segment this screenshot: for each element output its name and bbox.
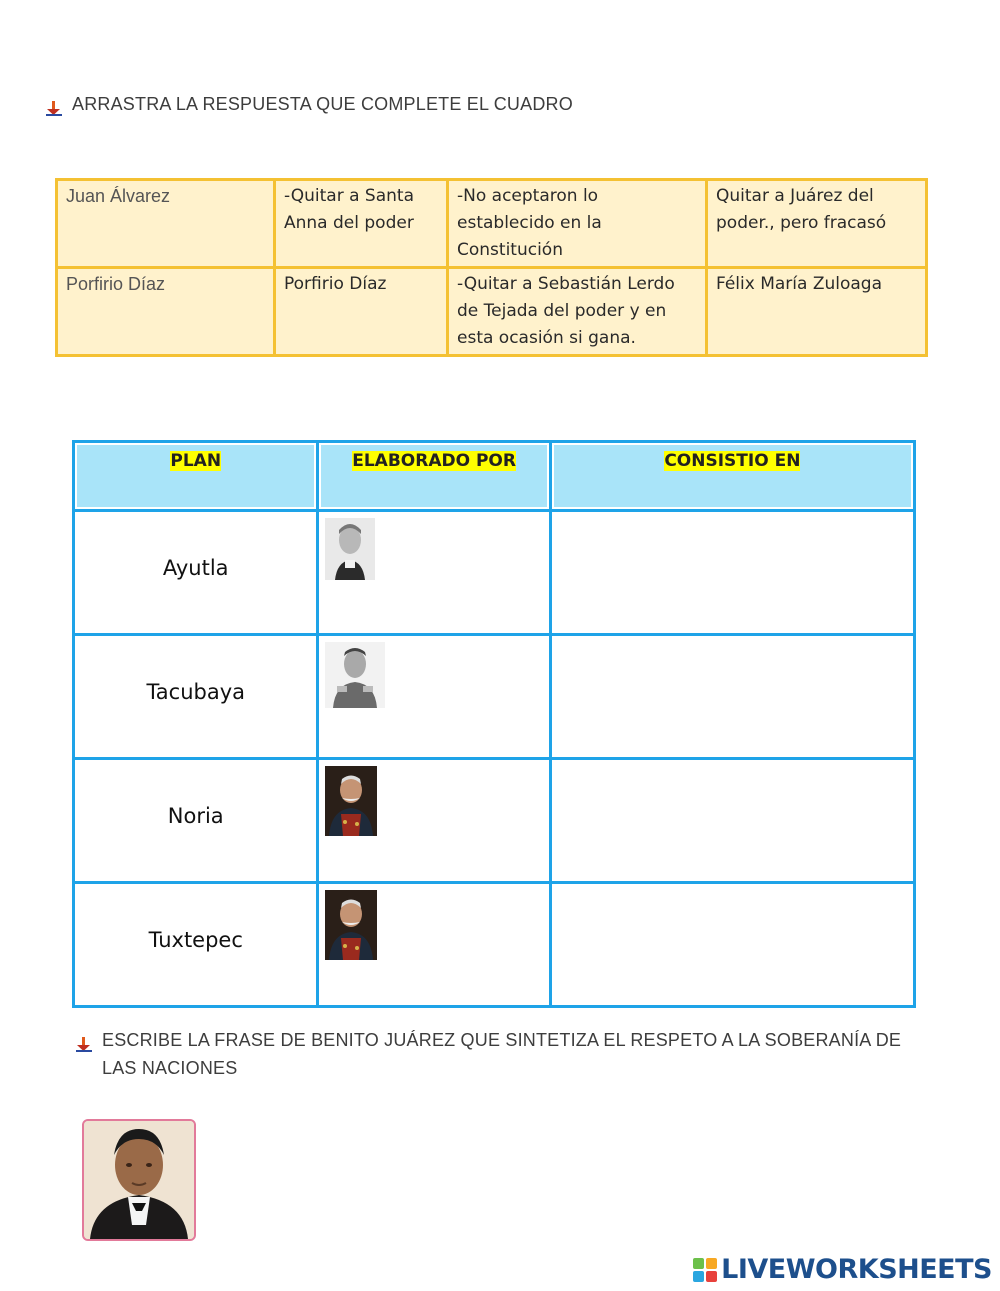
answer-option[interactable]: Porfirio Díaz [275, 268, 448, 356]
portrait-benito-juarez [82, 1119, 196, 1241]
portrait-juan-alvarez [325, 518, 375, 580]
answer-bank-row [57, 268, 927, 356]
answer-option[interactable]: -No aceptaron lo establecido en la Constitución [448, 180, 707, 268]
header-plan: PLAN [75, 443, 316, 509]
portrait-porfirio-diaz [325, 766, 377, 836]
drop-zone-elaborado[interactable] [319, 636, 548, 757]
instruction-write [76, 1026, 901, 1082]
portrait-felix-zuloaga [325, 642, 385, 708]
plan-name: Ayutla [75, 512, 316, 633]
plan-name: Tacubaya [75, 636, 316, 757]
drop-zone-consistio[interactable] [552, 636, 913, 757]
answer-bank-row [57, 180, 927, 268]
drop-zone-elaborado[interactable] [319, 512, 548, 633]
plan-name: Tuxtepec [75, 884, 316, 1005]
drop-zone-consistio[interactable] [552, 760, 913, 881]
answer-option[interactable]: -Quitar a Santa Anna del poder [275, 180, 448, 268]
portrait-porfirio-diaz [325, 890, 377, 960]
plans-table [72, 440, 916, 1008]
drop-zone-elaborado[interactable] [319, 884, 548, 1005]
answer-option[interactable]: Quitar a Juárez del poder., pero fracasó [707, 180, 927, 268]
plan-name: Noria [75, 760, 316, 881]
table-row [75, 512, 913, 633]
arrow-bullet-icon [76, 1033, 102, 1061]
table-row [75, 884, 913, 1005]
arrow-bullet-icon [46, 97, 72, 125]
logo-text: LIVEWORKSHEETS [721, 1254, 992, 1285]
drop-zone-consistio[interactable] [552, 884, 913, 1005]
instruction-drag-text: ARRASTRA LA RESPUESTA QUE COMPLETE EL CUADRO [72, 94, 573, 114]
instruction-drag [46, 90, 573, 125]
table-row [75, 760, 913, 881]
answer-option[interactable]: -Quitar a Sebastián Lerdo de Tejada del poder y en esta ocasión si gana. [448, 268, 707, 356]
answer-option[interactable]: Juan Álvarez [57, 180, 275, 268]
table-header-row [75, 443, 913, 509]
liveworksheets-logo-icon [693, 1258, 717, 1282]
answer-option[interactable]: Félix María Zuloaga [707, 268, 927, 356]
liveworksheets-logo [693, 1254, 992, 1285]
drop-zone-elaborado[interactable] [319, 760, 548, 881]
header-elaborado-por: ELABORADO POR [319, 443, 548, 509]
answer-bank-table [55, 178, 928, 357]
table-row [75, 636, 913, 757]
header-consistio-en: CONSISTIO EN [552, 443, 913, 509]
instruction-write-line2: LAS NACIONES [102, 1058, 238, 1078]
answer-option[interactable]: Porfirio Díaz [57, 268, 275, 356]
instruction-write-line1: ESCRIBE LA FRASE DE BENITO JUÁREZ QUE SINTETIZA EL RESPETO A LA SOBERANÍA DE [102, 1030, 902, 1050]
drop-zone-consistio[interactable] [552, 512, 913, 633]
